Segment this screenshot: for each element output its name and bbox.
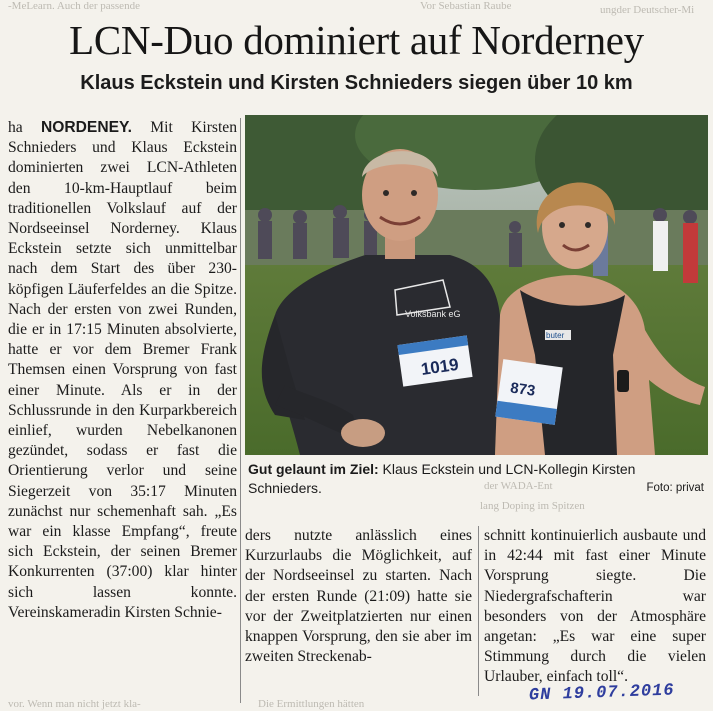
photo-caption [248, 460, 706, 498]
article-column-3: schnitt kontinuierlich ausbaute und in 42:44 mit fast einer Minute Vorsprung siegte. Die Niedergrafschafterin war besonders von der Atmosphäre angetan: „Es war eine super Stimmung durch die vielen Urlauber, einfach toll“. [484, 527, 706, 686]
subheadline: Klaus Eckstein und Kirsten Schnieders siegen über 10 km [80, 72, 633, 94]
dateline-prefix: ha [8, 119, 42, 136]
bleed-text-top-right: ungder Deutscher-Mi [600, 4, 695, 16]
column-divider-2 [478, 526, 479, 696]
date-stamp: GN 19.07.2016 [528, 681, 675, 706]
article-column-2: ders nutzte anlässlich eines Kurzurlaubs die Möglichkeit, auf der Nordseeinsel zu starten. Nach der ersten Runde (21:09) hatte sie vor der Zweitplatzierten nur einen knappen Vorsprung, den sie aber im zweiten Streckenab- [245, 527, 472, 666]
article-column-1 [8, 118, 237, 623]
dateline: NORDENEY. [41, 119, 132, 136]
caption-text: Klaus Eckstein und LCN-Kollegin Kirsten Schnieders. [248, 461, 636, 496]
column-1-text: Mit Kirsten Schnieders und Klaus Eckstein dominierten zwei LCN-Athleten den 10-km-Hauptlauf beim traditionellen Volkslauf auf der Nordseeinsel Norderney. Klaus Eckstein setzte sich unmittelbar nach dem Start des über 230-köpfigen Läuferfeldes an die Spitze. Nach der ersten von zwei Runden, die er in 17:15 Minuten absolvierte, hatte er vor dem Bremer Frank Themsen einen Vorsprung von fast einer Minute. Als er in der Schlussrunde in den Kurparkbereich einlief, wurden Nebelkanonen gezündet, sodass er fast die Orientierung verlor und seine Siegerzeit von 35:17 Minuten zunächst nur schemenhaft sah. „Es war ein klasse Empfang“, freute sich Eckstein, der seinen Bremer Konkurrenten (37:00) klar hinter sich lassen konnte. Vereinskameradin Kirsten Schnie- [8, 119, 238, 621]
bleed-text-bottom-mid: Die Ermittlungen hätten [258, 698, 365, 710]
column-divider-1 [240, 118, 241, 703]
bleed-text-top-left: -MeLearn. Auch der passende [8, 0, 140, 12]
runners-photo [245, 115, 708, 455]
shirt-brand: buter [546, 331, 565, 340]
article-photo [245, 115, 708, 455]
bleed-text-mid-right-2: lang Doping im Spitzen [480, 500, 585, 512]
bib-number-right: 873 [509, 379, 537, 400]
shirt-text: Volksbank eG [405, 309, 461, 319]
photo-credit: Foto: privat [646, 482, 704, 494]
bib-number-left: 1019 [419, 354, 460, 379]
bleed-text-bottom-left: vor. Wenn man nicht jetzt kla- [8, 698, 141, 710]
bleed-text-top-mid: Vor Sebastian Raube [420, 0, 512, 12]
headline: LCN-Duo dominiert auf Norderney [69, 17, 644, 63]
caption-lead: Gut gelaunt im Ziel: [248, 461, 379, 477]
bleed-text-mid-right-1: der WADA-Ent [484, 480, 553, 492]
